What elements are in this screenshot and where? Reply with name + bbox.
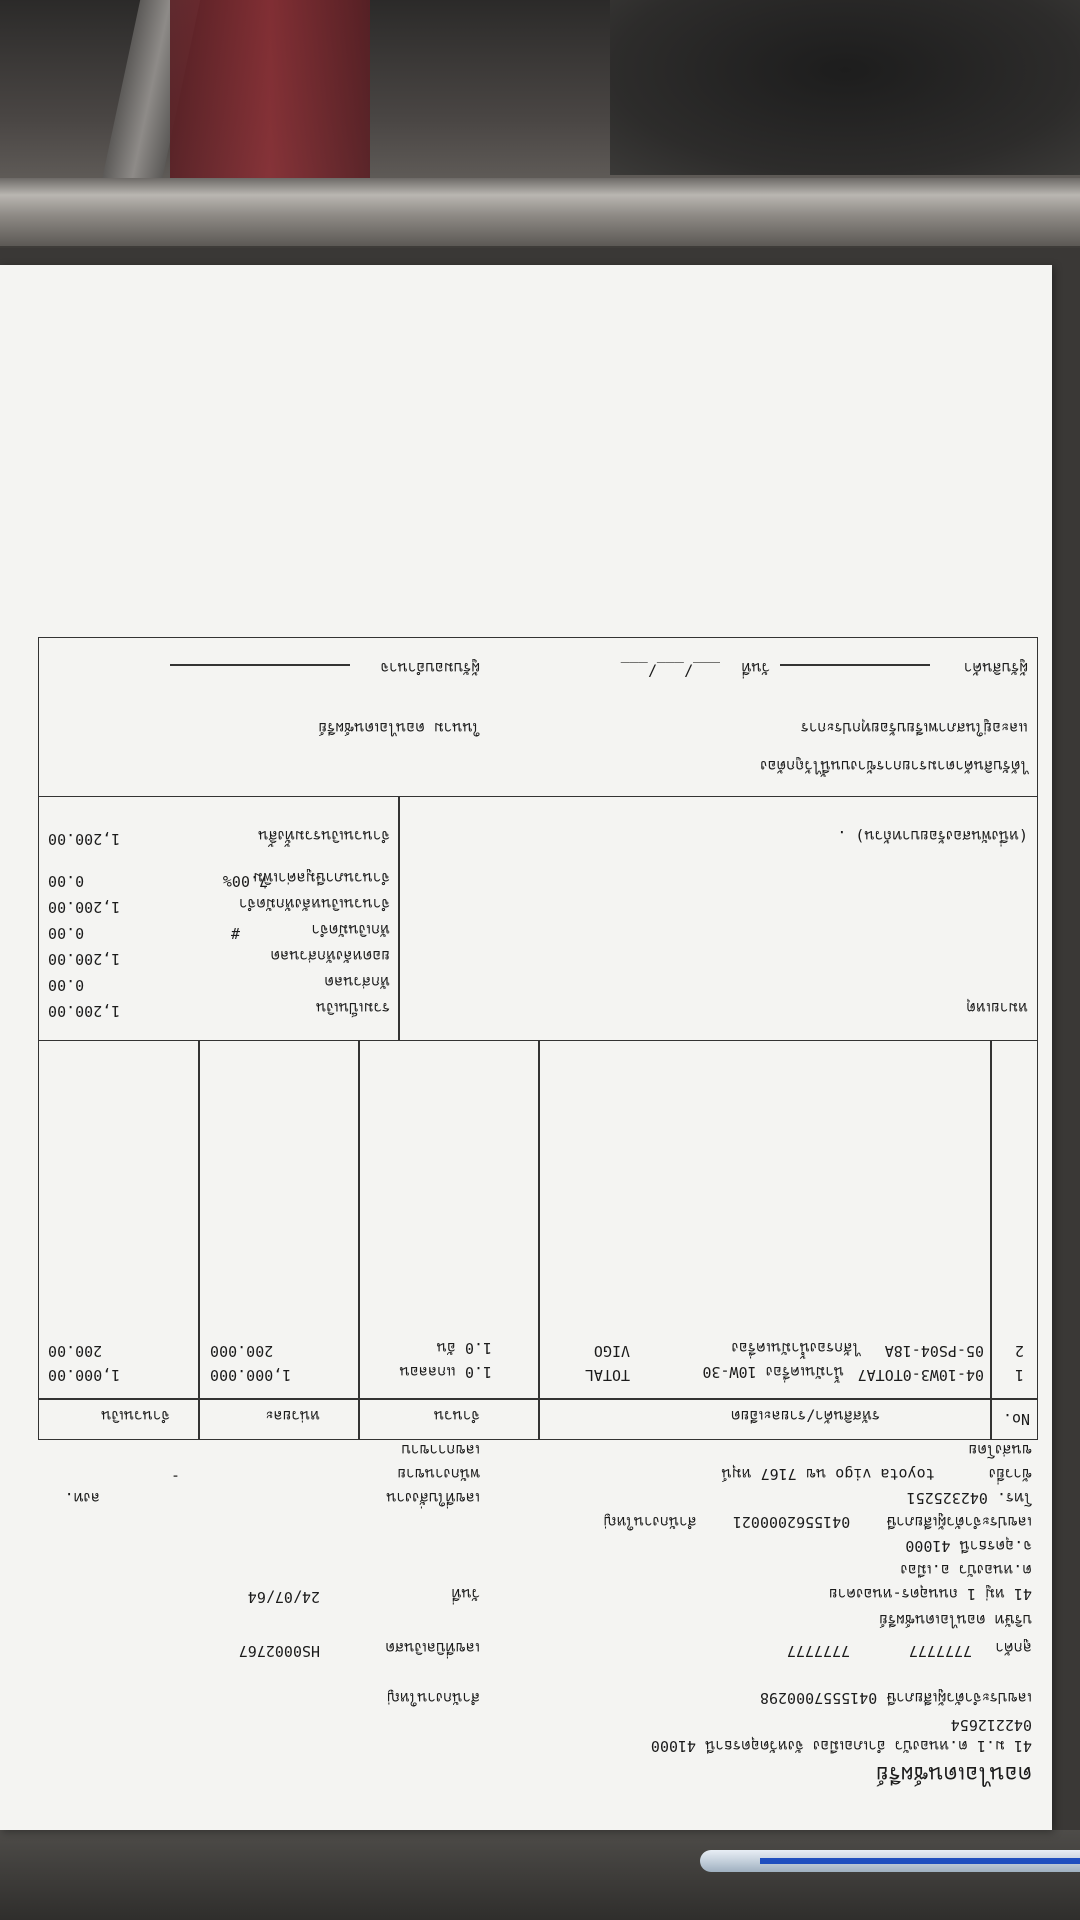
staff-label: พนักงานขาย xyxy=(397,1465,480,1483)
receiver-label: ผู้รับสินค้า xyxy=(963,659,1028,677)
shop-branch: สำนักงานใหญ่ xyxy=(387,1689,480,1707)
summary-total-label: จำนวนเงินรวมทั้งสิ้น xyxy=(258,827,390,845)
table-col-divider xyxy=(359,1040,361,1440)
receipt-content xyxy=(0,659,1040,1810)
summary-vat-rate: 7.00% xyxy=(222,872,268,890)
invoice-number: HS0002767 xyxy=(238,1642,320,1660)
shop-name: ดอนไอเดนซ์ผรีย์ xyxy=(875,1761,1032,1786)
receiver-signature-line xyxy=(780,665,930,667)
customer-car-label: ข้าวยี่ง xyxy=(988,1465,1032,1483)
order-value: ลงท. xyxy=(64,1489,100,1507)
row-1-quantity: 1.0 แกลลอน xyxy=(399,1363,492,1381)
row-1-unit-price: 1,000.000 xyxy=(210,1366,292,1384)
header-amount: จำนวนเงิน xyxy=(101,1407,170,1425)
received-text: ได้รับสินค้าตามรายการข้างบนนี้ไว้ถูกต้อง xyxy=(760,757,1028,775)
background-bottom xyxy=(0,1830,1080,1920)
shop-tax-label: เลขประจำตัวผู้เสียภาษี xyxy=(886,1689,1032,1707)
order-label: เลขที่ใบสั่งงาน xyxy=(386,1489,480,1507)
row-1-code: 04-10W3-0TOTA7 xyxy=(857,1366,984,1384)
row-1-brand: TOTAL xyxy=(584,1366,630,1384)
receiver-date-blank: ___/___/___ xyxy=(620,662,720,680)
customer-phone-label: โทร. xyxy=(996,1489,1032,1507)
authorized-signature-line xyxy=(170,665,350,667)
summary-deposit-label: หักเงินมัดจำ xyxy=(311,921,390,939)
customer-address-2: ต.หนองบัว อ.เมือง xyxy=(900,1561,1032,1579)
row-2-no: 2 xyxy=(1014,1342,1024,1360)
staff-value: - xyxy=(170,1468,180,1486)
company-text: ในนาม ดอนไอเดนซ์ผรีย์ xyxy=(318,719,480,737)
shop-tax-id: 0415557000298 xyxy=(759,1689,878,1707)
row-2-code: 05-PS04-18A xyxy=(884,1342,984,1360)
condition-text: และอยู่ในสภาพเรียบร้อยทุกประการ xyxy=(800,719,1028,737)
customer-address-1: 41 หมู่ 1 ถนนอุดร-หนองคาย xyxy=(828,1585,1032,1603)
customer-name: บริษัท ดอนไอเดนซ์ผรีย์ xyxy=(879,1611,1032,1629)
summary-deposit-mark: # xyxy=(230,924,240,942)
summary-total-value: 1,200.00 xyxy=(48,830,121,848)
summary-vat-value: 0.00 xyxy=(48,872,85,890)
summary-after-deposit-label: จำนวนเงินหลังหักมัดจำ xyxy=(238,895,390,913)
row-1-description: น้ำมันเครื่อง 10W-30 xyxy=(702,1363,844,1381)
customer-tax-label: เลขประจำตัวผู้เสียภาษี xyxy=(886,1513,1032,1531)
amount-in-words: (หนึ่งพันสองร้อยบาทถ้วน) . xyxy=(837,827,1028,845)
customer-address-3: จ.อุดรธานี 41000 xyxy=(905,1537,1032,1555)
note-label: หมายเหตุ xyxy=(966,999,1028,1017)
summary-subtotal-label: รวมเป็นเงิน xyxy=(316,999,390,1017)
summary-discount-value: 0.00 xyxy=(48,976,85,994)
customer-tax xyxy=(604,1510,1032,1534)
summary-after-discount-value: 1,200.00 xyxy=(48,950,121,968)
customer-phone-value: 042325251 xyxy=(906,1489,988,1507)
background-fabric xyxy=(170,0,370,180)
delivery-label: ขนส่งโดย xyxy=(968,1441,1032,1459)
customer-tax-id: 0415562000021 xyxy=(732,1513,851,1531)
summary-subtotal-value: 1,200.00 xyxy=(48,1002,121,1020)
summary-after-deposit-value: 1,200.00 xyxy=(48,898,121,916)
row-1-amount: 1,000.00 xyxy=(48,1366,121,1384)
background-shadow xyxy=(610,0,1080,175)
table-col-divider xyxy=(539,1040,541,1440)
summary-deposit-value: 0.00 xyxy=(48,924,85,942)
table-col-divider xyxy=(199,1040,201,1440)
customer-code-2: 7777777 xyxy=(786,1642,850,1660)
row-1-no: 1 xyxy=(1014,1366,1024,1384)
header-description: รหัสสินค้า/รายละเอียด xyxy=(730,1407,880,1425)
row-2-amount: 200.00 xyxy=(48,1342,103,1360)
header-unit-price: หน่วยละ xyxy=(265,1407,320,1425)
summary-divider xyxy=(399,796,401,1041)
invoice-label: เลขที่บิลเงินสด xyxy=(385,1639,480,1657)
summary-vat-label: จำนวนภาษีมูลค่าเพิ่ม xyxy=(253,869,390,887)
shop-phone: 042212654 xyxy=(950,1716,1032,1734)
customer-label: ลูกค้า xyxy=(995,1639,1032,1657)
header-quantity: จำนวน xyxy=(433,1407,480,1425)
row-2-brand: VIGO xyxy=(593,1342,630,1360)
shop-tax xyxy=(760,1686,1032,1710)
customer-code: 7777777 xyxy=(908,1642,972,1660)
authorized-label: ผู้รับมอบอำนาจ xyxy=(380,659,480,677)
date-label: วันที่ xyxy=(451,1585,480,1603)
header-no: No. xyxy=(1002,1410,1030,1428)
row-2-unit-price: 200.000 xyxy=(210,1342,274,1360)
shop-address: 41 ม.1 ต.หนองบัว อำเภอเมือง จังหวัดอุดรธานี 41000 xyxy=(650,1737,1032,1755)
summary-after-discount-label: ยอดหลังหักส่วนลด xyxy=(270,947,390,965)
customer-phone xyxy=(907,1486,1032,1510)
row-2-description: ไส้กรองน้ำมันเครื่อง xyxy=(731,1339,860,1357)
customer-car xyxy=(722,1462,1033,1486)
receiver-date-label: วันที่ xyxy=(741,659,770,677)
mechanic-label: เลขกาาขาบ xyxy=(401,1441,480,1459)
customer-branch: สำนักงานใหญ่ xyxy=(603,1513,697,1531)
customer-car-value: toyota vigo นข 7167 หมุน์ xyxy=(721,1465,935,1483)
date-value: 24/07/64 xyxy=(247,1588,320,1606)
summary-discount-label: หักส่วนลด xyxy=(324,973,390,991)
pen-ink xyxy=(760,1858,1080,1864)
table-col-divider xyxy=(991,1040,993,1440)
clipboard-clip xyxy=(0,178,1080,248)
row-2-quantity: 1.0 อัน xyxy=(436,1339,492,1357)
